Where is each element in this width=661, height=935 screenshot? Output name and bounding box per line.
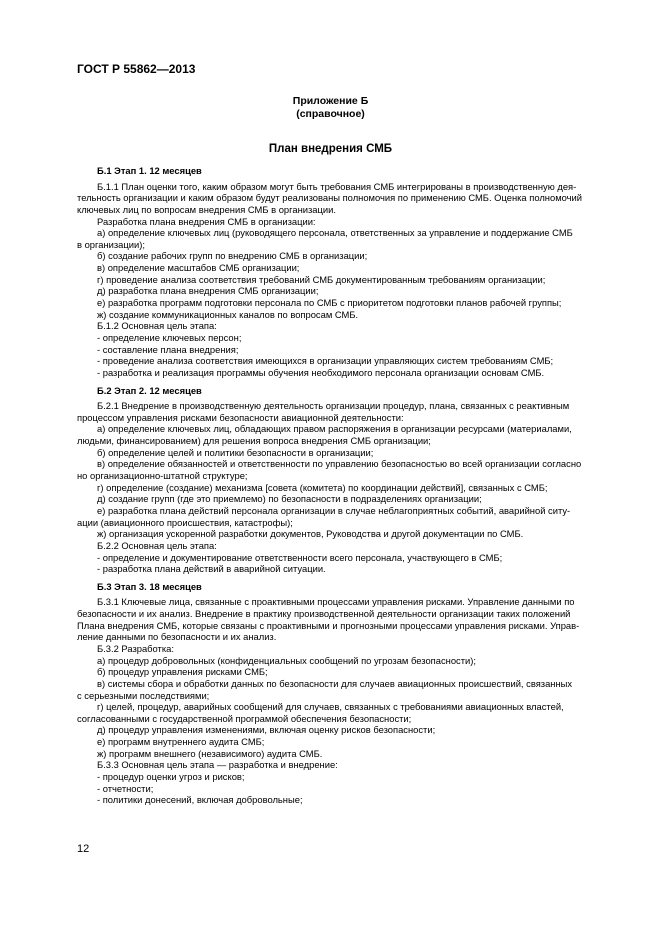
text-line: но организационно-штатной структуре;	[77, 470, 248, 482]
text-line: Б.1.1 План оценки того, каким образом могут быть требования СМБ интегрированы в производственную дея-	[97, 180, 577, 192]
text-line: б) создание рабочих групп по внедрению СМБ в организации;	[97, 250, 368, 262]
text-line: ключевых лиц по вопросам внедрения СМБ в организации.	[77, 203, 336, 215]
text-line: е) программ внутреннего аудита СМБ;	[97, 736, 265, 748]
text-line: б) процедур управления рисками СМБ;	[97, 666, 268, 678]
section-heading: Б.2 Этап 2. 12 месяцев	[97, 384, 202, 396]
text-line: а) определение ключевых лиц (руководящего персонала, ответственных за управление и поддержание СМБ	[97, 227, 573, 239]
text-line: Б.2.1 Внедрение в производственную деятельность организации процедур, плана, связанных с реактивным	[97, 400, 570, 412]
section-heading: Б.3 Этап 3. 18 месяцев	[97, 580, 202, 592]
text-line: - процедур оценки угроз и рисков;	[97, 771, 245, 783]
text-line: Б.3.3 Основная цель этапа — разработка и внедрение:	[97, 759, 338, 771]
text-line: - определение ключевых персон;	[97, 331, 242, 343]
text-line: ации (авиационного происшествия, катастрофы);	[77, 516, 293, 528]
text-line: а) определение ключевых лиц, обладающих правом распоряжения в организации ресурсами (материалами,	[97, 423, 572, 435]
text-line: ж) программ внешнего (независимого) аудита СМБ.	[97, 747, 323, 759]
text-line: - проведение анализа соответствия имеющихся в организации управляющих систем требованиям СМБ;	[97, 355, 554, 367]
text-line: с серьезными последствиями;	[77, 689, 210, 701]
text-line: Б.1.2 Основная цель этапа:	[97, 320, 217, 332]
text-line: а) процедур добровольных (конфиденциальных сообщений по угрозам безопасности);	[97, 654, 476, 666]
text-line: - политики донесений, включая добровольные;	[97, 794, 303, 806]
text-line: - составление плана внедрения;	[97, 343, 239, 355]
text-line: д) создание групп (где это приемлемо) по безопасности в подразделениях организации;	[97, 493, 482, 505]
text-line: д) процедур управления изменениями, включая оценку рисков безопасности;	[97, 724, 436, 736]
document-body	[77, 165, 587, 806]
text-line: Б.2.2 Основная цель этапа:	[97, 539, 217, 551]
text-line: д) разработка плана внедрения СМБ организации;	[97, 285, 319, 297]
text-line: ж) создание коммуникационных каналов по вопросам СМБ.	[97, 308, 359, 320]
text-line: е) разработка плана действий персонала организации в случае неблагоприятных событий, аварийной ситу-	[97, 504, 571, 516]
text-line: ление данными по безопасности и их анализ.	[77, 631, 277, 643]
text-line: Разработка плана внедрения СМБ в организации:	[97, 215, 316, 227]
text-line: ж) организация ускоренной разработки документов, Руководства и другой документации по СМБ.	[97, 528, 524, 540]
text-line: безопасности и их анализ. Внедрение в практику производственной деятельности организации таких положений	[77, 608, 571, 620]
document-code: ГОСТ Р 55862—2013	[77, 62, 196, 76]
text-line: Плана внедрения СМБ, которые связаны с проактивными и прогнозными процессами управления рисками. Управ-	[77, 619, 580, 631]
text-line: - разработка и реализация программы обучения необходимого персонала организации основам СМБ.	[97, 366, 545, 378]
page-number: 12	[77, 843, 90, 855]
text-line: в) определение обязанностей и ответственности по управлению безопасностью во всей организации согласно	[97, 458, 582, 470]
text-line: г) проведение анализа соответствия требований СМБ документированным требованиям организации;	[97, 273, 546, 285]
text-line: г) определение (создание) механизма [совета (комитета) по координации действий], связанных с СМБ;	[97, 481, 548, 493]
text-line: б) определение целей и политики безопасности в организации;	[97, 446, 374, 458]
appendix-subtitle: (справочное)	[296, 108, 365, 120]
text-line: Б.3.2 Разработка:	[97, 642, 174, 654]
text-line: в организации);	[77, 238, 145, 250]
text-line: - разработка плана действий в аварийной ситуации.	[97, 563, 326, 575]
text-line: тельность организации и каким образом будут реализованы полномочия по применению СМБ. Оценка полномочий	[77, 192, 583, 204]
section-heading: Б.1 Этап 1. 12 месяцев	[97, 165, 202, 176]
text-line: - определение и документирование ответственности всего персонала, участвующего в СМБ;	[97, 551, 503, 563]
appendix-title: Приложение Б	[292, 95, 369, 107]
text-line: е) разработка программ подготовки персонала по СМБ с приоритетом подготовки планов рабочей группы;	[97, 297, 562, 309]
text-line: в) определение масштабов СМБ организации;	[97, 262, 300, 274]
text-line: людьми, финансированием) для решения вопроса внедрения СМБ организации;	[77, 435, 431, 447]
text-line: - отчетности;	[97, 782, 154, 794]
text-line: процессом управления рисками безопасности авиационной деятельности:	[77, 411, 404, 423]
text-line: согласованными с государственной программой обеспечения безопасности;	[77, 712, 412, 724]
text-line: г) целей, процедур, аварийных сообщений для случаев, связанных с требованиями авиационных властей,	[97, 701, 564, 713]
page-title: План внедрения СМБ	[268, 143, 393, 155]
text-line: в) системы сбора и обработки данных по безопасности для случаев авиационных происшествий, связанных	[97, 677, 573, 689]
text-line: Б.3.1 Ключевые лица, связанные с проактивными процессами управления рисками. Управление данными по	[97, 596, 575, 608]
